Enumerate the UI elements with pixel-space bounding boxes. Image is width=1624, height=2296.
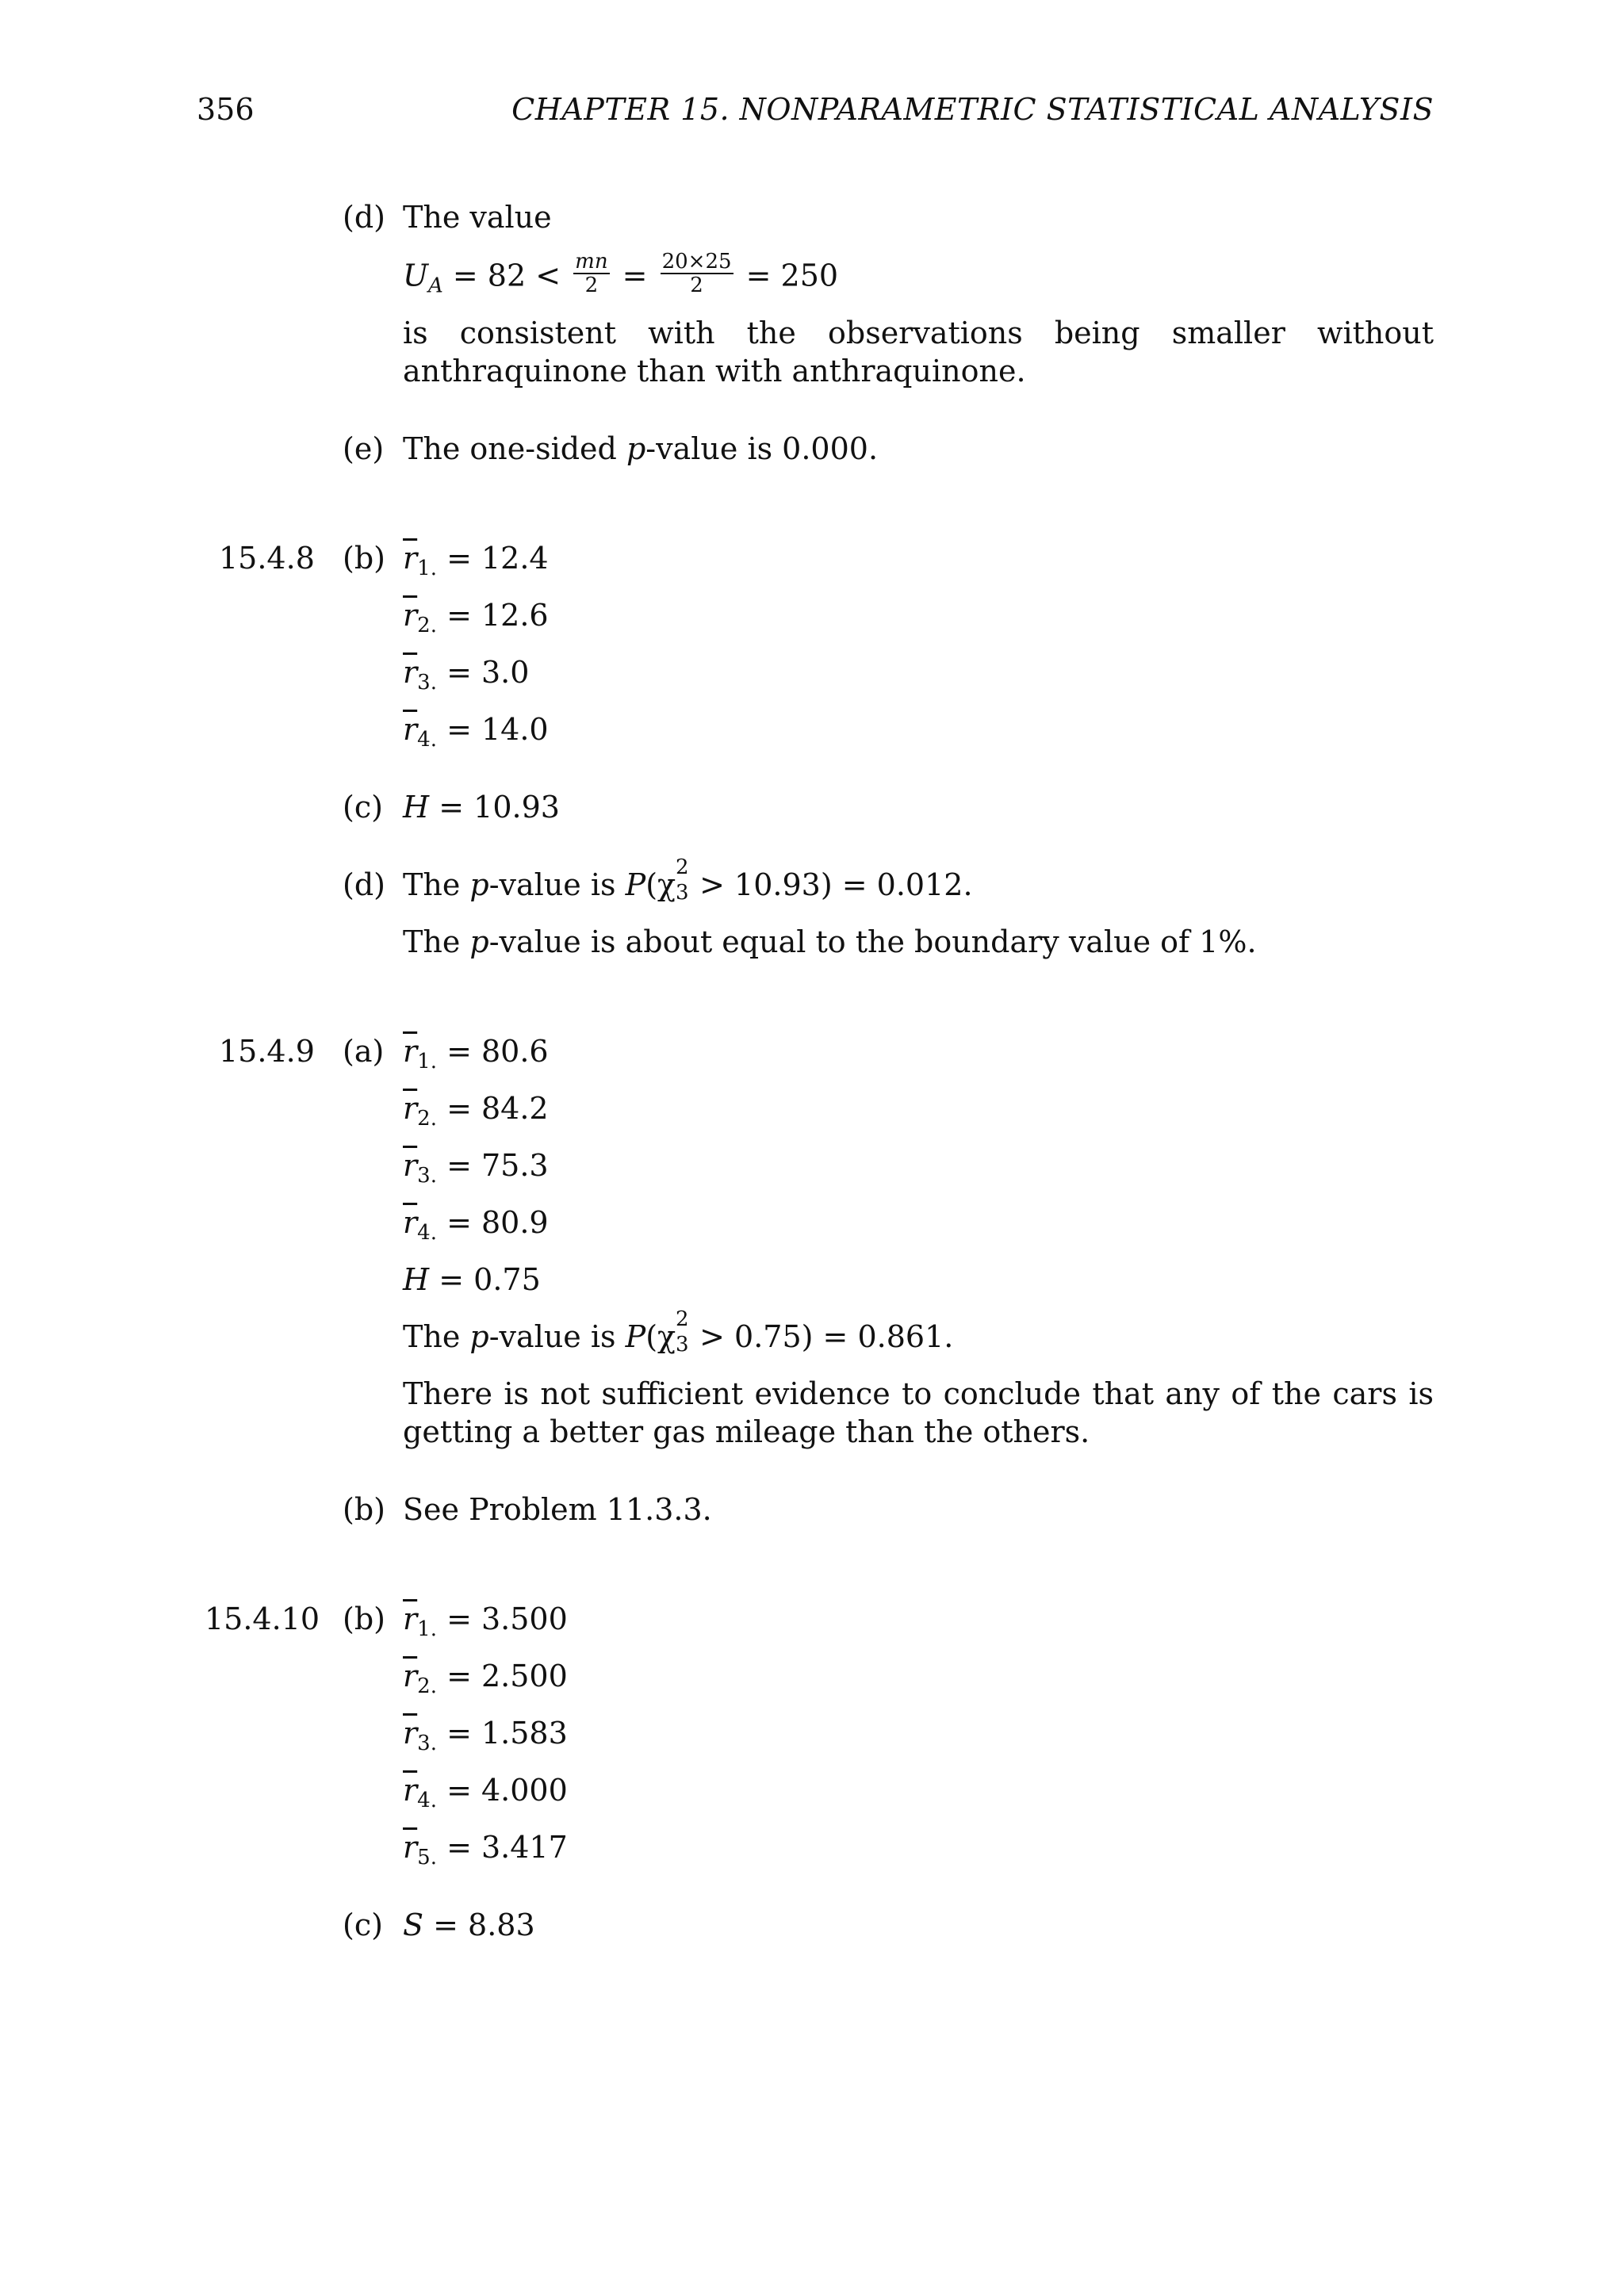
d-intro: The value [403,200,552,235]
rbar-value: = 3.417 [436,1830,568,1865]
rbar-symbol: $\overline{r}$ [403,1659,418,1693]
p-value-line [403,855,973,905]
ua-eq: = [612,258,657,293]
p-symbol: p [469,924,489,959]
fraction-denominator: 2 [584,274,599,297]
problem-number-15-4-8: 15.4.8 [219,541,315,576]
rbar-value: = 3.500 [436,1601,568,1636]
chi-sub-sup [676,1307,690,1357]
see-problem-text: See Problem 11.3.3. [403,1492,712,1527]
text: > 0.75) = 0.861. [690,1319,954,1354]
rbar-symbol: $\overline{r}$ [403,1205,418,1240]
rbar-value: = 12.6 [436,598,549,633]
h-var: H [403,1262,430,1297]
rbar-value: = 80.9 [436,1205,549,1240]
rbar-sub: 4. [417,1789,437,1812]
chi-symbol: (χ [645,1319,676,1354]
rbar-symbol: $\overline{r}$ [403,712,418,747]
p-symbol: p [469,867,489,902]
page-number: 356 [197,92,255,127]
s-var: S [403,1908,424,1942]
rbar-sub: 1. [417,557,437,580]
part-label-a: (a) [343,1034,385,1069]
prob-symbol: P [625,867,646,902]
rbar-sub: 3. [417,671,437,695]
p-value-line [403,1307,954,1357]
fraction-denominator: 2 [690,274,703,297]
ua-sub: A [428,274,443,298]
ua-var: U [403,258,429,293]
ua-result: = 250 [736,258,839,293]
fraction-numerator: 20×25 [661,250,732,274]
problem-number-15-4-9: 15.4.9 [219,1034,315,1069]
rbar-1-row [403,1032,549,1081]
fraction-numerator: mn [575,250,608,274]
rbar-value: = 2.500 [436,1659,568,1693]
rbar-symbol: $\overline{r}$ [403,1773,418,1808]
rbar-value: = 3.0 [436,655,530,690]
rbar-value: = 1.583 [436,1716,568,1751]
rbar-symbol: $\overline{r}$ [403,1034,418,1069]
rbar-value: = 12.4 [436,541,549,576]
prob-symbol: P [625,1319,646,1354]
p-symbol: p [469,1319,489,1354]
s-statistic [403,1906,535,1944]
rbar-symbol: $\overline{r}$ [403,1148,418,1183]
rbar-1-row [403,539,549,587]
rbar-3-row [403,1714,568,1762]
rbar-symbol: $\overline{r}$ [403,655,418,690]
h-statistic [403,1261,541,1299]
rbar-4-row [403,1203,549,1252]
e-text [403,430,878,468]
rbar-3-row [403,1146,549,1195]
p-symbol: p [626,431,646,466]
rbar-sub: 3. [417,1164,437,1188]
rbar-sub: 3. [417,1732,437,1755]
h-var: H [403,790,430,825]
fraction-mn-over-2 [573,251,609,297]
e-text-b: -value is 0.000. [645,431,879,466]
ua-val: = 82 < [442,258,571,293]
part-label-b: (b) [343,1601,385,1636]
rbar-5-row [403,1828,568,1877]
rbar-symbol: $\overline{r}$ [403,541,418,576]
rbar-sub: 1. [417,1617,437,1641]
rbar-2-row [403,1657,568,1705]
text: The [403,924,470,959]
rbar-symbol: $\overline{r}$ [403,1091,418,1126]
text: The [403,1319,470,1354]
rbar-value: = 75.3 [436,1148,549,1183]
rbar-4-row [403,1771,568,1820]
rbar-sub: 4. [417,1221,437,1245]
rbar-2-row [403,1089,549,1138]
h-value: = 10.93 [429,790,560,825]
h-value: = 0.75 [429,1262,541,1297]
rbar-4-row [403,710,549,759]
subscript: 3 [676,1333,689,1357]
rbar-sub: 2. [417,1674,437,1698]
part-label-e: (e) [343,431,385,466]
rbar-symbol: $\overline{r}$ [403,1601,418,1636]
rbar-symbol: $\overline{r}$ [403,1830,418,1865]
part-label-b: (b) [343,541,385,576]
problem-number-15-4-10: 15.4.10 [205,1601,320,1636]
text: The [403,867,470,902]
rbar-3-row [403,653,529,702]
rbar-value: = 14.0 [436,712,549,747]
part-label-c: (c) [343,790,383,825]
boundary-note [403,923,1257,961]
fraction-20x25-over-2 [661,251,733,297]
rbar-2-row [403,596,549,645]
s-value: = 8.83 [423,1908,535,1942]
part-label-c: (c) [343,1908,383,1942]
text: -value is [488,867,626,902]
rbar-sub: 4. [417,728,437,752]
part-label-d: (d) [343,867,385,902]
rbar-value: = 80.6 [436,1034,549,1069]
chi-symbol: (χ [645,867,676,902]
ua-equation [403,250,839,305]
rbar-sub: 2. [417,614,437,637]
rbar-symbol: $\overline{r}$ [403,598,418,633]
text: -value is about equal to the boundary value of 1%. [488,924,1257,959]
d-consistency-text: is consistent with the observations being smaller without anthraquinone than with anthraquinone. [403,316,1434,388]
rbar-symbol: $\overline{r}$ [403,1716,418,1751]
part-label-d: (d) [343,200,385,235]
rbar-sub: 1. [417,1050,437,1073]
text: > 10.93) = 0.012. [690,867,973,902]
rbar-1-row [403,1600,568,1648]
rbar-value: = 84.2 [436,1091,549,1126]
superscript: 2 [676,1307,689,1331]
superscript: 2 [676,855,689,879]
h-statistic [403,788,560,826]
running-title: CHAPTER 15. NONPARAMETRIC STATISTICAL ANALYSIS [511,92,1434,127]
conclusion-text: There is not sufficient evidence to conclude that any of the cars is getting a better gas mileage than the others. [403,1376,1434,1449]
text: -value is [488,1319,626,1354]
rbar-sub: 2. [417,1107,437,1131]
rbar-value: = 4.000 [436,1773,568,1808]
rbar-sub: 5. [417,1846,437,1869]
chi-sub-sup [676,855,690,905]
subscript: 3 [676,881,689,905]
part-label-b: (b) [343,1492,385,1527]
e-text-a: The one-sided [403,431,626,466]
